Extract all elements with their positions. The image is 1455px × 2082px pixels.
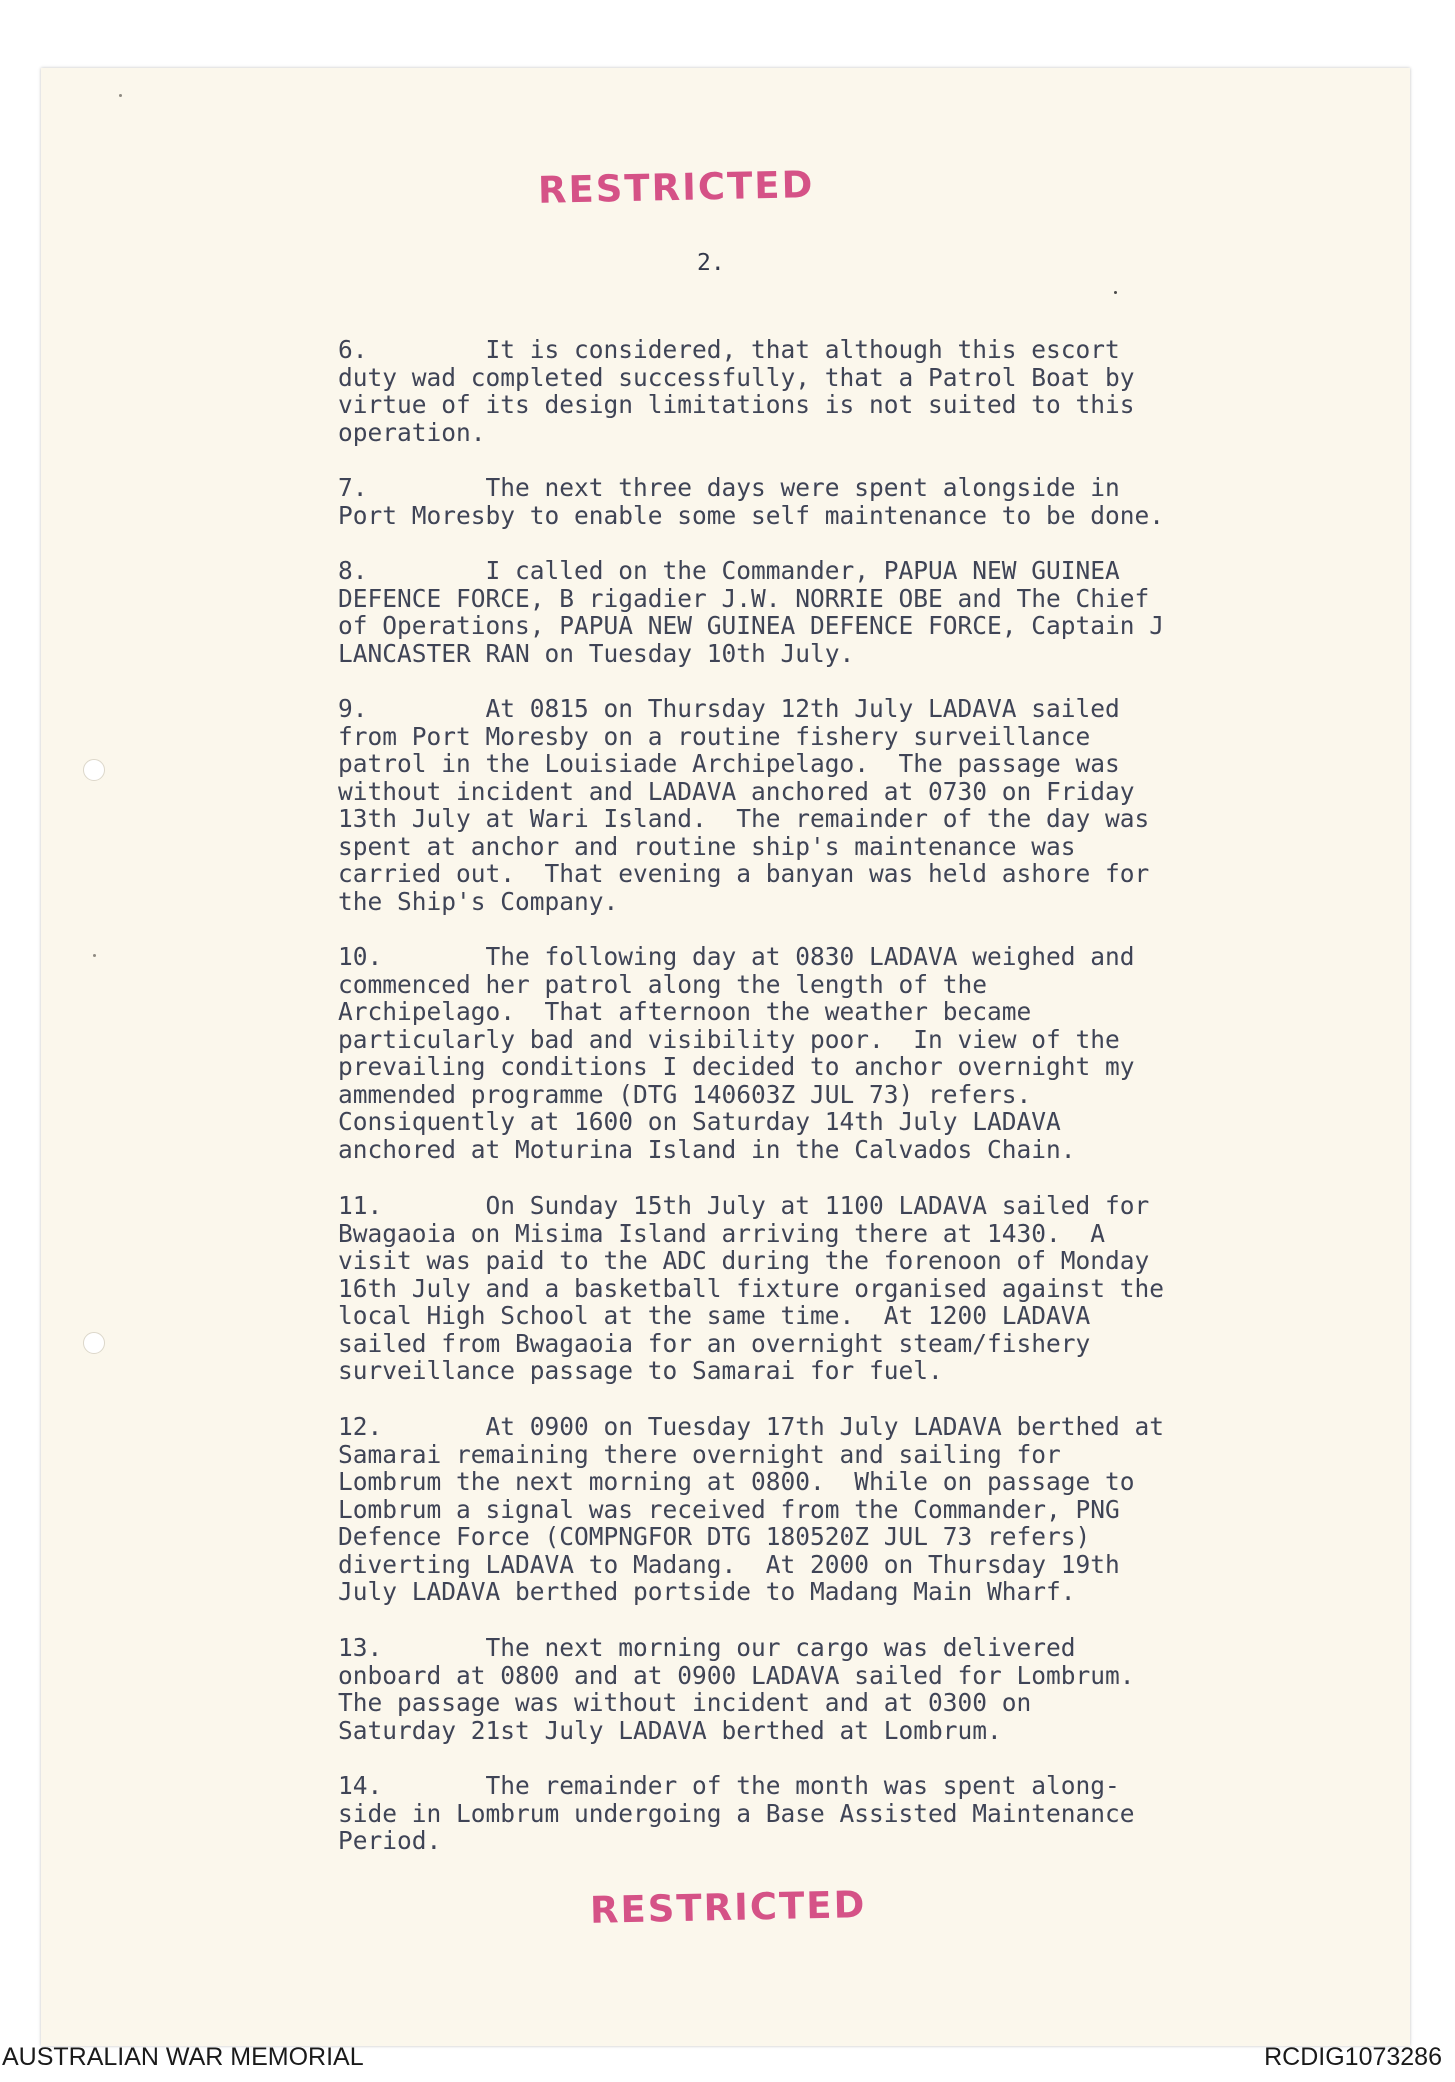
paper-mark bbox=[1114, 291, 1117, 294]
paragraph-10: 10. The following day at 0830 LADAVA weighed and commenced her patrol along the length of the Archipelago. That afternoon the weather became particularly bad and visibility poor. In view of the prevailing conditions I decided to anchor overnight my ammended programme (DTG 140603Z JUL 73) refers. Consiquently at 1600 on Saturday 14th July LADAVA anchored at Moturina Island in the Calvados Chain. bbox=[338, 942, 1135, 1164]
paragraph-9: 9. At 0815 on Thursday 12th July LADAVA sailed from Port Moresby on a routine fishery surveillance patrol in the Louisiade Archipelago. The passage was without incident and LADAVA anchored at 0730 on Friday 13th July at Wari Island. The remainder of the day was spent at anchor and routine ship's maintenance was carried out. That evening a banyan was held ashore for the Ship's Company. bbox=[338, 694, 1150, 916]
paragraph-14: 14. The remainder of the month was spent along- side in Lombrum undergoing a Base Assisted Maintenance Period. bbox=[338, 1771, 1135, 1855]
paragraph-8: 8. I called on the Commander, PAPUA NEW GUINEA DEFENCE FORCE, B rigadier J.W. NORRIE OBE and The Chief of Operations, PAPUA NEW GUINEA DEFENCE FORCE, Captain J LANCASTER RAN on Tuesday 10th July. bbox=[338, 556, 1165, 668]
paragraph-6: 6. It is considered, that although this escort duty wad completed successfully, that a Patrol Boat by virtue of its design limitations is not suited to this operation. bbox=[338, 335, 1135, 447]
footer-record-id: RCDIG1073286 bbox=[1264, 2043, 1442, 2071]
restricted-stamp-bottom: RESTRICTED bbox=[589, 1883, 867, 1932]
punch-hole bbox=[83, 759, 105, 781]
footer-source-label: AUSTRALIAN WAR MEMORIAL bbox=[2, 2043, 364, 2071]
restricted-stamp-top: RESTRICTED bbox=[537, 163, 815, 212]
paper-mark bbox=[119, 94, 122, 97]
paragraph-12: 12. At 0900 on Tuesday 17th July LADAVA berthed at Samarai remaining there overnight and sailing for Lombrum the next morning at 0800. While on passage to Lombrum a signal was received from the Commander, PNG Defence Force (COMPNGFOR DTG 180520Z JUL 73 refers) diverting LADAVA to Madang. At 2000 on Thursday 19th July LADAVA berthed portside to Madang Main Wharf. bbox=[338, 1412, 1165, 1606]
paragraph-7: 7. The next three days were spent alongside in Port Moresby to enable some self maintenance to be done. bbox=[338, 473, 1165, 530]
page-number: 2. bbox=[697, 250, 725, 276]
punch-hole bbox=[83, 1332, 105, 1354]
paper-mark bbox=[93, 954, 96, 957]
paragraph-13: 13. The next morning our cargo was delivered onboard at 0800 and at 0900 LADAVA sailed for Lombrum. The passage was without incident and at 0300 on Saturday 21st July LADAVA berthed at Lombrum. bbox=[338, 1633, 1135, 1745]
paragraph-11: 11. On Sunday 15th July at 1100 LADAVA sailed for Bwagaoia on Misima Island arriving there at 1430. A visit was paid to the ADC during the forenoon of Monday 16th July and a basketball fixture organised against the local High School at the same time. At 1200 LADAVA sailed from Bwagaoia for an overnight steam/fishery surveillance passage to Samarai for fuel. bbox=[338, 1191, 1165, 1385]
